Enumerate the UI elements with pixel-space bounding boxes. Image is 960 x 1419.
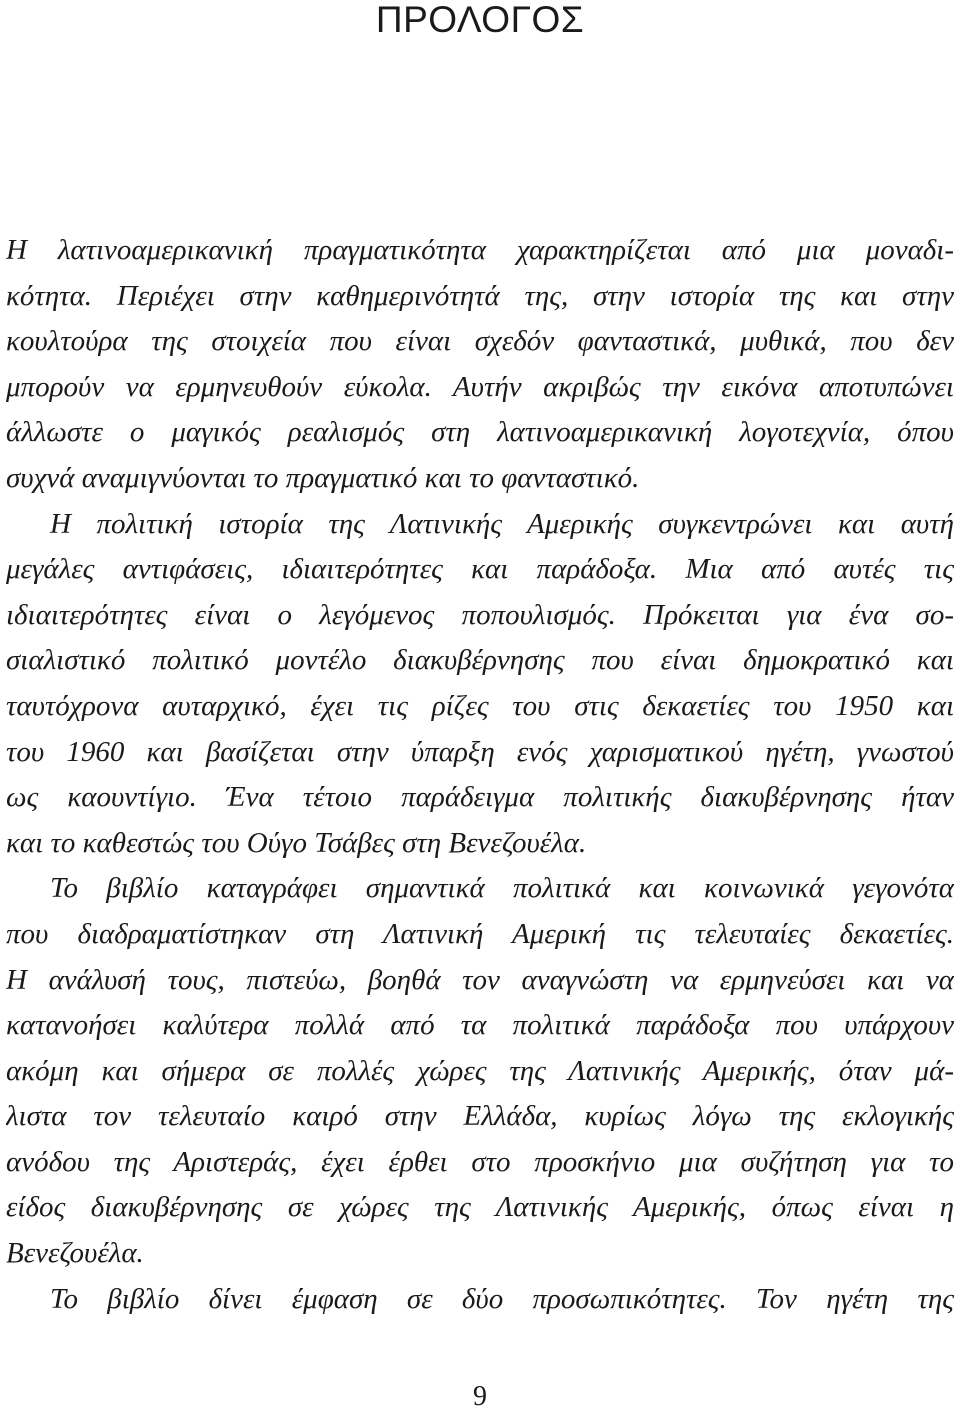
text-line: Το βιβλίο δίνει έμφαση σε δύο προσωπικότητες. Τον ηγέτη της <box>50 1282 954 1315</box>
text-line: κουλτούρα της στοιχεία που είναι σχεδόν φανταστικά, μυθικά, που δεν <box>6 325 954 358</box>
text-line: σιαλιστικό πολιτικό μοντέλο διακυβέρνησης που είναι δημοκρατικό και <box>6 644 954 677</box>
text-line: και το καθεστώς του Ούγο Τσάβες στη Βενεζουέλα. <box>6 826 587 859</box>
text-line: άλλωστε ο μαγικός ρεαλισμός στη λατινοαμερικανική λογοτεχνία, όπου <box>6 416 954 449</box>
text-line: μπορούν να ερμηνευθούν εύκολα. Αυτήν ακριβώς την εικόνα αποτυπώνει <box>6 370 954 403</box>
text-line: Η λατινοαμερικανική πραγματικότητα χαρακτηρίζεται από μια μοναδι- <box>6 234 954 266</box>
text-line: μεγάλες αντιφάσεις, ιδιαιτερότητες και παράδοξα. Μια από αυτές τις <box>6 553 954 586</box>
text-line: Η ανάλυσή τους, πιστεύω, βοηθά τον αναγνώστη να ερμηνεύσει και να <box>6 963 954 996</box>
text-line: ταυτόχρονα αυταρχικό, έχει τις ρίζες του στις δεκαετίες του 1950 και <box>6 689 954 722</box>
text-line: του 1960 και βασίζεται στην ύπαρξη ενός χαρισματικού ηγέτη, γνωστού <box>6 735 954 768</box>
text-line: ανόδου της Αριστεράς, έχει έρθει στο προσκήνιο μια συζήτηση για το <box>6 1145 954 1178</box>
text-line: είδος διακυβέρνησης σε χώρες της Λατινικής Αμερικής, όπως είναι η <box>6 1191 954 1224</box>
text-line: κατανοήσει καλύτερα πολλά από τα πολιτικά παράδοξα που υπάρχουν <box>6 1009 954 1042</box>
body-text <box>6 228 954 1322</box>
text-line: ως καουντίγιο. Ένα τέτοιο παράδειγμα πολιτικής διακυβέρνησης ήταν <box>6 781 954 814</box>
text-line: Βενεζουέλα. <box>6 1237 144 1270</box>
text-line: κότητα. Περιέχει στην καθημερινότητά της, στην ιστορία της και στην <box>6 279 954 312</box>
text-line: που διαδραματίστηκαν στη Λατινική Αμερική τις τελευταίες δεκαετίες. <box>6 917 954 950</box>
page-number: 9 <box>473 1381 487 1412</box>
text-line: Η πολιτική ιστορία της Λατινικής Αμερικής συγκεντρώνει και αυτή <box>50 507 954 540</box>
text-line: ακόμη και σήμερα σε πολλές χώρες της Λατινικής Αμερικής, όταν μά- <box>6 1054 954 1087</box>
text-line: ιδιαιτερότητες είναι ο λεγόμενος ποπουλισμός. Πρόκειται για ένα σο- <box>6 598 954 631</box>
text-line: Το βιβλίο καταγράφει σημαντικά πολιτικά και κοινωνικά γεγονότα <box>50 872 954 905</box>
text-line: λιστα τον τελευταίο καιρό στην Ελλάδα, κυρίως λόγω της εκλογικής <box>6 1100 954 1133</box>
page-title: ΠΡΟΛΟΓΟΣ <box>375 0 585 40</box>
text-line: συχνά αναμιγνύονται το πραγματικό και το φανταστικό. <box>6 461 640 494</box>
